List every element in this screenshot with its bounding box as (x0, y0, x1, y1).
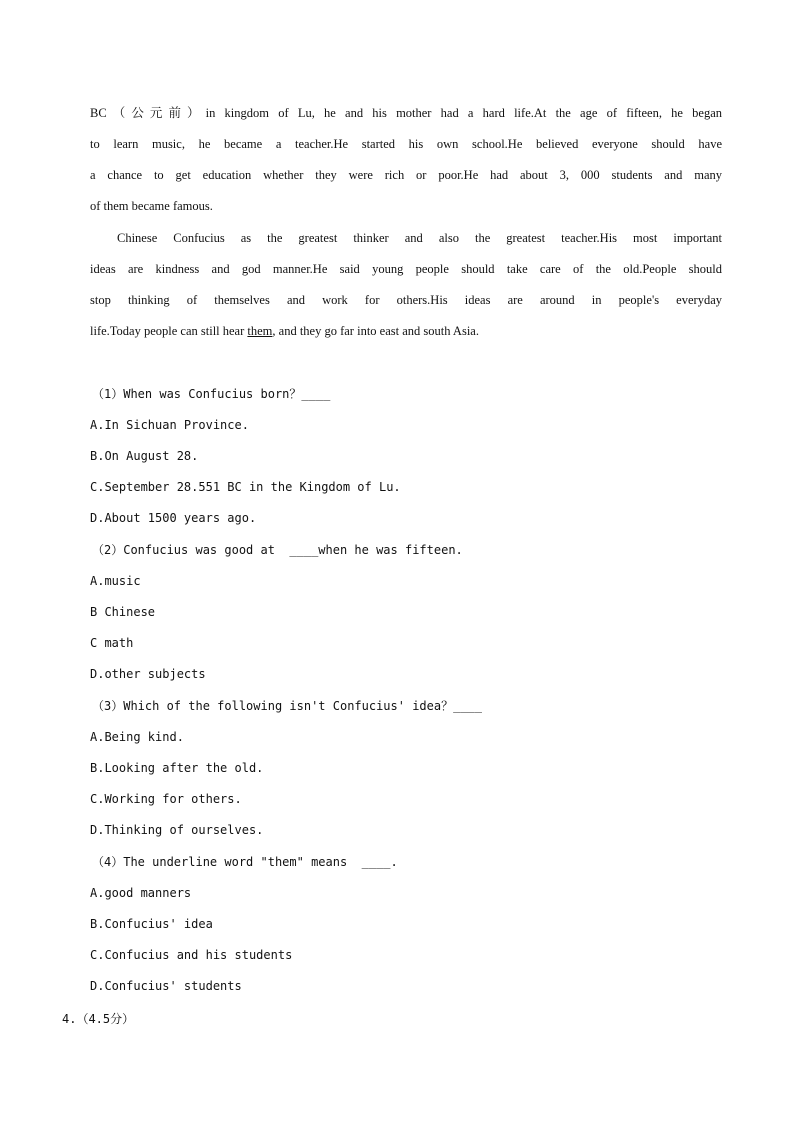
passage-paragraph-1 (90, 98, 722, 222)
passage-paragraph-2 (90, 223, 722, 347)
question-stem: （2）Confucius was good at ____when he was fifteen. (92, 543, 463, 557)
passage-text: , and they go far into east and south Asia. (272, 324, 479, 338)
passage-line: ideas are kindness and god manner.He said young people should take care of the old.People should (90, 262, 722, 276)
answer-option: C.Confucius and his students (90, 948, 293, 962)
answer-option: C.Working for others. (90, 792, 242, 806)
answer-option: A.Being kind. (90, 730, 184, 744)
answer-option: B.Looking after the old. (90, 761, 264, 775)
passage-line: Chinese Confucius as the greatest thinker and also the greatest teacher.His most important (117, 231, 722, 245)
question-stem: （1）When was Confucius born？____ (92, 387, 331, 401)
answer-option: D.About 1500 years ago. (90, 511, 257, 525)
answer-option: B Chinese (90, 605, 156, 619)
passage-line: to learn music, he became a teacher.He started his own school.He believed everyone should have (90, 137, 722, 151)
answer-option: A.In Sichuan Province. (90, 418, 249, 432)
answer-option: B.Confucius' idea (90, 917, 213, 931)
answer-option: C math (90, 636, 134, 650)
passage-line: stop thinking of themselves and work for others.His ideas are around in people's everyday (90, 293, 722, 307)
answer-option: D.Thinking of ourselves. (90, 823, 264, 837)
answer-option: A.music (90, 574, 141, 588)
next-question-number: 4.（4.5分） (62, 1012, 135, 1026)
passage-line: a chance to get education whether they were rich or poor.He had about 3, 000 students and many (90, 168, 722, 182)
answer-option: C.September 28.551 BC in the Kingdom of Lu. (90, 480, 401, 494)
answer-option: B.On August 28. (90, 449, 199, 463)
question-stem: （4）The underline word "them" means ____. (92, 855, 398, 869)
passage-line: of them became famous. (90, 199, 213, 213)
passage-line: BC（公元前）in kingdom of Lu, he and his mother had a hard life.At the age of fifteen, he began (90, 106, 722, 120)
passage-line (90, 316, 722, 347)
passage-text: life.Today people can still hear (90, 324, 248, 338)
underlined-word: them (247, 324, 273, 338)
answer-option: A.good manners (90, 886, 192, 900)
question-stem: （3）Which of the following isn't Confucius' idea？____ (92, 699, 483, 713)
answer-option: D.Confucius' students (90, 979, 242, 993)
answer-option: D.other subjects (90, 667, 206, 681)
